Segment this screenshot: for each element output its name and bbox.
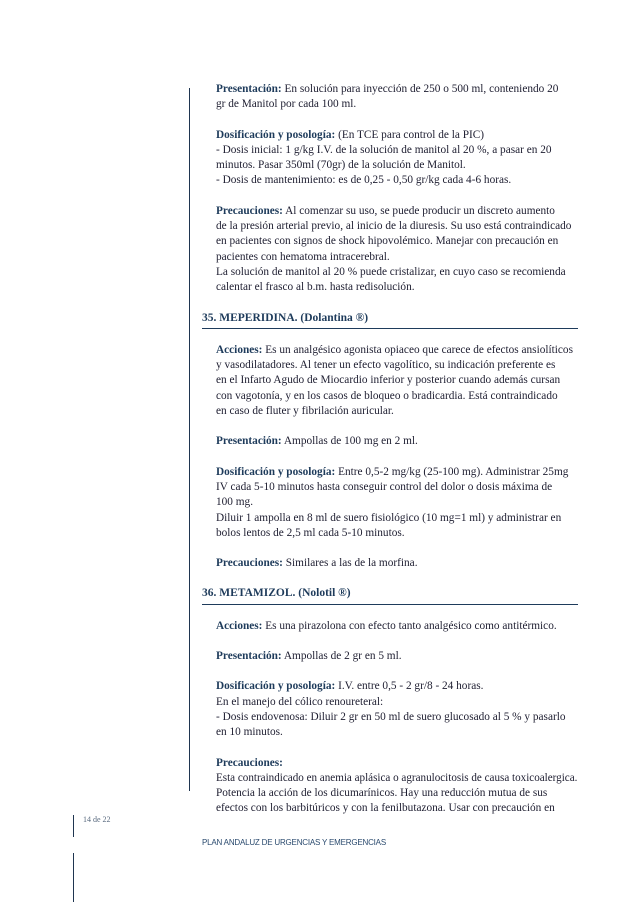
label-dosificacion: Dosificación y posología: [216,128,336,141]
text-line: con vagotonía, y en los casos de bloqueo o bradicardia. Está contraindicado [216,389,558,402]
text-line: bolos lentos de 2,5 ml cada 5-10 minutos. [216,526,405,539]
page-number: 14 de 22 [83,815,111,824]
block-meperidina-presentacion [202,434,578,449]
block-meperidina-acciones [202,343,578,419]
text-line: Al comenzar su uso, se puede producir un discreto aumento [285,204,555,217]
text-line: de la presión arterial previo, al inicio de la diuresis. Su uso está contraindicado [216,220,572,233]
text-line: 100 mg. [216,496,254,509]
text-line: en el Infarto Agudo de Miocardio inferior y posterior cuando además cursan [216,374,561,387]
text-line: Diluir 1 ampolla en 8 ml de suero fisiológico (10 mg=1 ml) y administrar en [216,511,562,524]
text-line: - Dosis inicial: 1 g/kg I.V. de la solución de manitol al 20 %, a pasar en 20 [216,143,552,156]
block-manitol-precauciones [202,204,578,296]
text-line: en caso de fluter y fibrilación auricular. [216,405,394,418]
text-line: En solución para inyección de 250 o 500 ml, conteniendo 20 [284,83,559,95]
block-meperidina-dosificacion [202,465,578,541]
text-line: minutos. Pasar 350ml (70gr) de la solución de Manitol. [216,159,466,172]
text-line: en 10 minutos. [216,726,283,739]
text-line: Ampollas de 100 mg en 2 ml. [283,435,418,448]
label-precauciones: Precauciones: [216,557,283,570]
text-line: Entre 0,5-2 mg/kg (25-100 mg). Administrar 25mg [338,465,569,478]
footer-title: PLAN ANDALUZ DE URGENCIAS Y EMERGENCIAS [202,838,386,847]
label-precauciones: Precauciones: [216,204,283,217]
section-heading-meperidina: 35. MEPERIDINA. (Dolantina ®) [202,311,578,329]
text-line: En el manejo del cólico renoureteral: [216,695,384,708]
text-line: Potencia la acción de los dicumarínicos. Hay una reducción mutua de sus [216,787,548,800]
margin-rule-bottom [73,853,74,902]
text-line: Ampollas de 2 gr en 5 ml. [283,650,402,663]
text-line: - Dosis de mantenimiento: es de 0,25 - 0,50 gr/kg cada 4-6 horas. [216,174,512,187]
label-presentacion: Presentación: [216,650,282,663]
document-body [202,82,578,832]
text-line: efectos con los barbitúricos y con la fenilbutazona. Usar con precaución en [216,802,555,815]
block-metamizol-acciones [202,619,578,634]
text-line: - Dosis endovenosa: Diluir 2 gr en 50 ml de suero glucosado al 5 % y pasarlo [216,710,566,723]
text-line: Es un analgésico agonista opiaceo que carece de efectos ansiolíticos [265,343,573,356]
label-dosificacion: Dosificación y posología: [216,680,336,693]
text-line: (En TCE para control de la PIC) [338,128,485,141]
section-heading-metamizol: 36. METAMIZOL. (Nolotil ®) [202,586,578,604]
block-meperidina-precauciones [202,556,578,571]
label-acciones: Acciones: [216,619,263,632]
text-line: La solución de manitol al 20 % puede cristalizar, en cuyo caso se recomienda [216,265,566,278]
label-presentacion: Presentación: [216,435,282,448]
label-dosificacion: Dosificación y posología: [216,465,336,478]
block-manitol-presentacion [202,82,578,113]
block-metamizol-dosificacion [202,679,578,740]
block-manitol-dosificacion [202,128,578,189]
label-precauciones: Precauciones: [216,756,283,769]
text-line: calentar el frasco al b.m. hasta redisolución. [216,281,415,294]
text-line: y vasodilatadores. Al tener un efecto vagolítico, su indicación preferente es [216,359,556,372]
label-presentacion: Presentación: [216,83,282,95]
margin-rule-top [73,815,74,837]
text-line: I.V. entre 0,5 - 2 gr/8 - 24 horas. [338,680,484,693]
label-acciones: Acciones: [216,343,263,356]
text-line: en pacientes con signos de shock hipovolémico. Manejar con precaución en [216,235,559,248]
text-line: IV cada 5-10 minutos hasta conseguir control del dolor o dosis máxima de [216,480,553,493]
block-metamizol-presentacion [202,649,578,664]
text-line: Es una pirazolona con efecto tanto analgésico como antitérmico. [265,619,557,632]
text-line: gr de Manitol por cada 100 ml. [216,98,357,111]
content-left-rule [189,88,190,791]
text-line: pacientes con hematoma intracerebral. [216,250,390,263]
text-line: Similares a las de la morfina. [285,557,418,570]
text-line: Esta contraindicado en anemia aplásica o agranulocitosis de causa toxicoalergica. [216,771,578,784]
block-metamizol-precauciones [202,756,578,817]
